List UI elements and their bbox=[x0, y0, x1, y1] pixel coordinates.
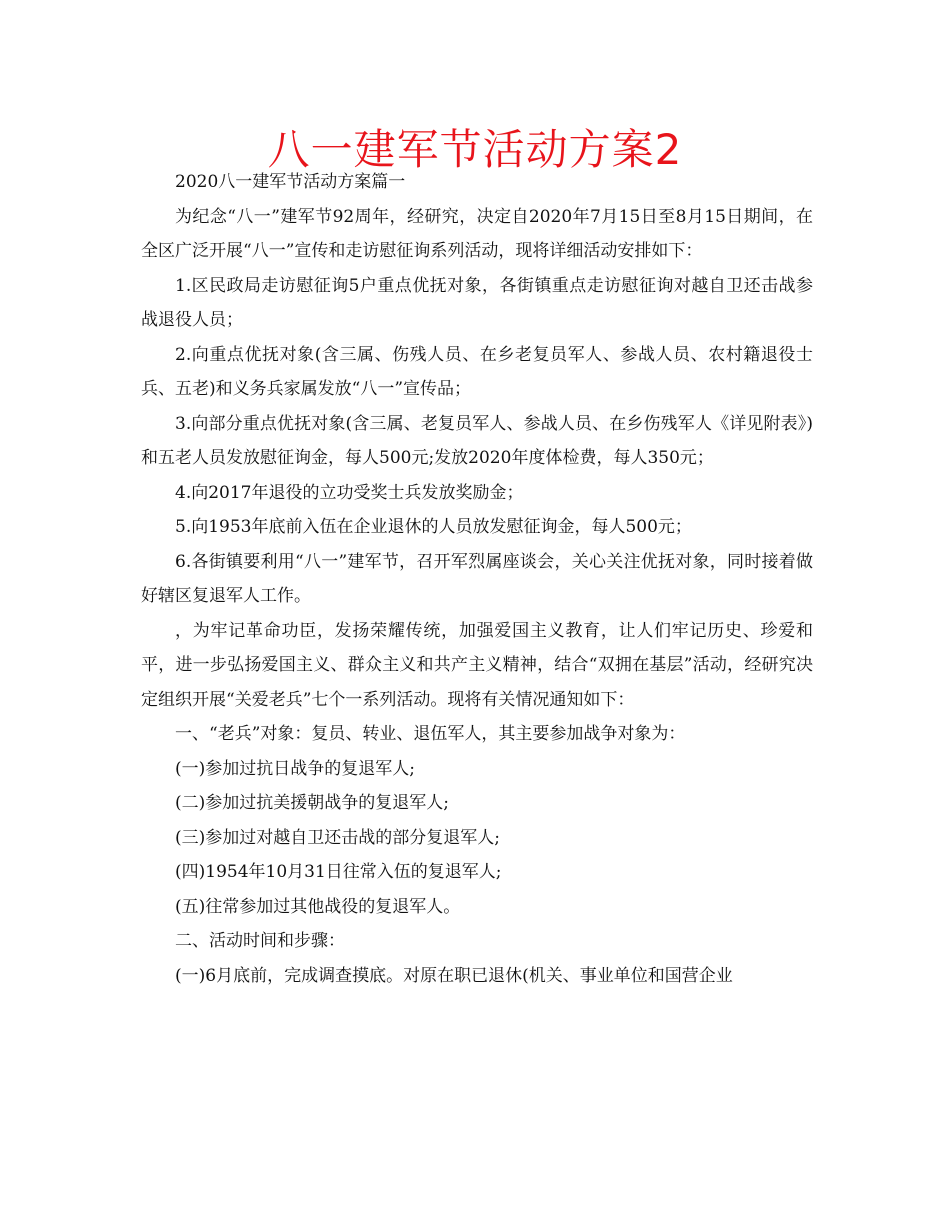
paragraph: 二、活动时间和步骤： bbox=[175, 931, 345, 951]
paragraph: 6.各街镇要利用“八一”建军节，召开军烈属座谈会，关心关注优抚对象，同时接着做好辖区复退军人工作。 bbox=[141, 551, 813, 606]
paragraph: 为纪念“八一”建军节92周年，经研究，决定自2020年7月15日至8月15日期间，在全区广泛开展“八一”宣传和走访慰征询系列活动，现将详细活动安排如下： bbox=[141, 206, 813, 261]
paragraph: 2020八一建军节活动方案篇一 bbox=[175, 172, 406, 192]
paragraph: 2.向重点优抚对象(含三属、伤残人员、在乡老复员军人、参战人员、农村籍退役士兵、五老)和义务兵家属发放“八一”宣传品； bbox=[141, 344, 813, 399]
paragraph: (一)6月底前，完成调查摸底。对原在职已退休(机关、事业单位和国营企业 bbox=[175, 965, 733, 986]
paragraph: 3.向部分重点优抚对象(含三属、老复员军人、参战人员、在乡伤残军人《详见附表》)和五老人员发放慰征询金，每人500元;发放2020年度体检费，每人350元； bbox=[141, 413, 813, 468]
document-title: 八一建军节活动方案2 bbox=[267, 125, 683, 174]
paragraph: (五)往常参加过其他战役的复退军人。 bbox=[175, 896, 461, 917]
paragraph: 1.区民政局走访慰征询5户重点优抚对象，各街镇重点走访慰征询对越自卫还击战参战退役人员； bbox=[141, 275, 813, 330]
paragraph: ，为牢记革命功臣，发扬荣耀传统，加强爱国主义教育，让人们牢记历史、珍爱和平，进一步弘扬爱国主义、群众主义和共产主义精神，结合“双拥在基层”活动，经研究决定组织开展“关爱老兵”七个一系列活动。现将有关情况通知如下： bbox=[141, 620, 813, 710]
paragraph: 一、“老兵”对象：复员、转业、退伍军人，其主要参加战争对象为： bbox=[175, 724, 686, 744]
document-body bbox=[141, 165, 813, 993]
paragraph: 4.向2017年退役的立功受奖士兵发放奖励金； bbox=[175, 482, 524, 503]
paragraph: (四)1954年10月31日往常入伍的复退军人; bbox=[175, 862, 502, 882]
paragraph: (三)参加过对越自卫还击战的部分复退军人; bbox=[175, 827, 500, 848]
paragraph: (二)参加过抗美援朝战争的复退军人; bbox=[175, 793, 449, 813]
paragraph: (一)参加过抗日战争的复退军人; bbox=[175, 758, 415, 779]
paragraph: 5.向1953年底前入伍在企业退休的人员放发慰征询金，每人500元； bbox=[175, 517, 692, 537]
